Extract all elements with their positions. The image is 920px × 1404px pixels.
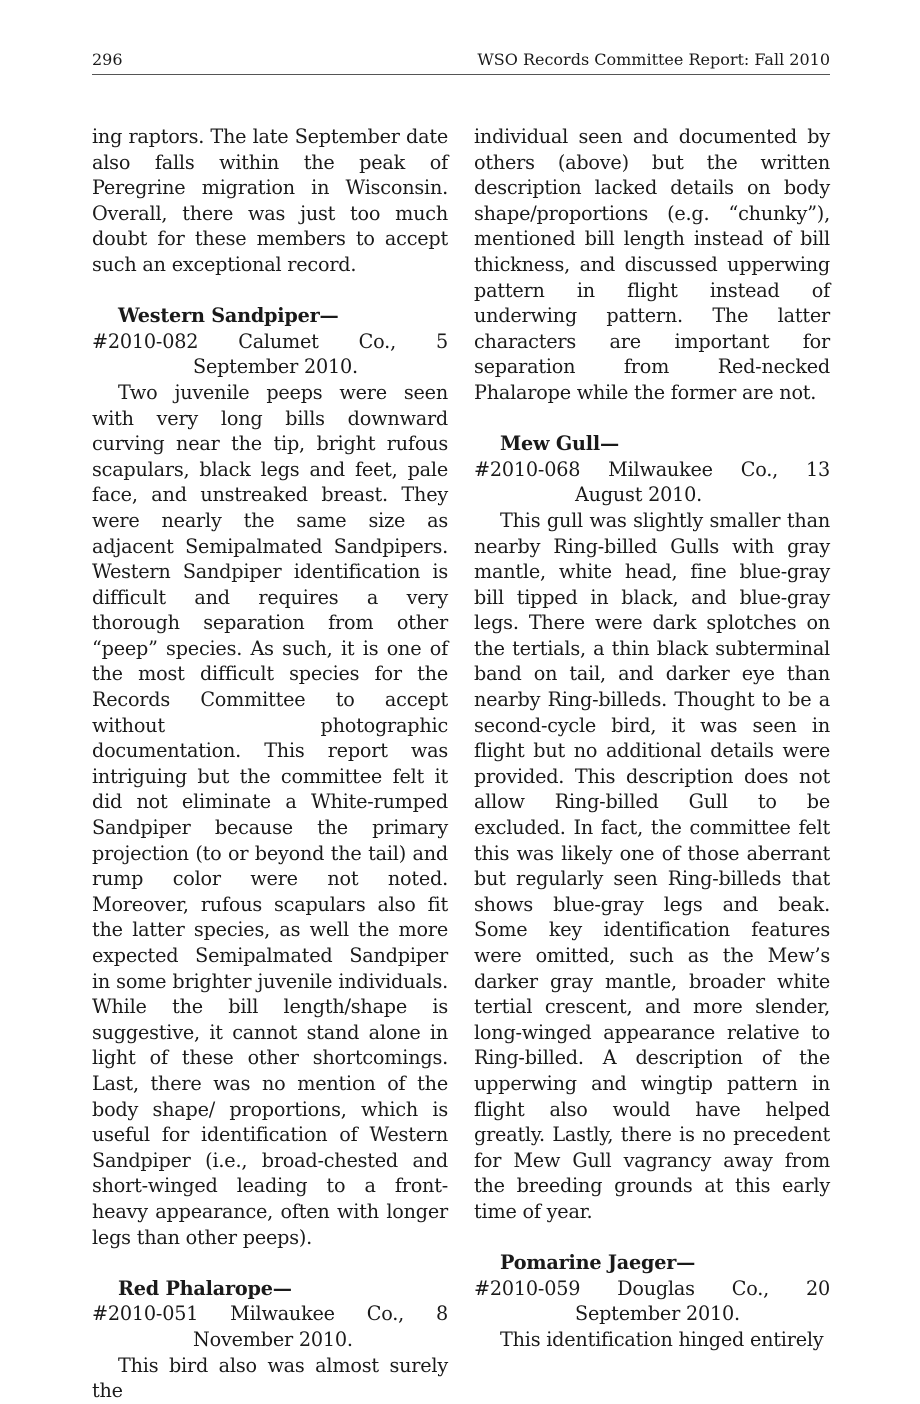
record-line-western-sandpiper: #2010-082 Calumet Co., 5 September 2010.: [92, 329, 448, 379]
account-red-phalarope-start: This bird also was almost surely the: [92, 1353, 448, 1403]
running-title: WSO Records Committee Report: Fall 2010: [477, 50, 830, 69]
species-heading-mew-gull: Mew Gull—: [500, 432, 619, 456]
species-heading-pomarine-jaeger: Pomarine Jaeger—: [500, 1251, 696, 1275]
account-pomarine-jaeger-start: This identification hinged entirely: [500, 1327, 824, 1351]
account-red-phalarope-continued: individual seen and documented by others (above) but the written description lacked details on body shape/proportions (e.g. “chunky”), mentioned bill length instead of bill thickness, and discussed upperwing pattern in flight instead of underwing pattern. The latter characters are important for separation from Red-necked Phalarope while the former are not.: [474, 125, 830, 404]
left-column: [92, 124, 448, 1404]
running-head: [92, 48, 830, 75]
record-line-red-phalarope: #2010-051 Milwaukee Co., 8 November 2010.: [92, 1302, 448, 1351]
account-mew-gull: This gull was slightly smaller than nearby Ring-billed Gulls with gray mantle, white head, fine blue-gray bill tipped in black, and blue-gray legs. There were dark splotches on the tertials, a thin black subterminal band on tail, and darker eye than nearby Ring-billeds. Thought to be a second-cycle bird, it was seen in flight but no additional details were provided. This description does not allow Ring-billed Gull to be excluded. In fact, the committee felt this was likely one of those aberrant but regularly seen Ring-billeds that shows blue-gray legs and beak. Some key identification features were omitted, such as the Mew’s darker gray mantle, broader white tertial crescent, and more slender, long-winged appearance relative to Ring-billed. A description of the upperwing and wingtip pattern in flight also would have helped greatly. Lastly, there is no precedent for Mew Gull vagrancy away from the breeding grounds at this early time of year.: [474, 508, 830, 1223]
intro-paragraph: ing raptors. The late September date also falls within the peak of Peregrine migration in Wisconsin. Overall, there was just too much doubt for these members to accept such an exceptional record.: [92, 125, 448, 276]
species-heading-western-sandpiper: Western Sandpiper—: [118, 304, 339, 328]
record-line-pomarine-jaeger: #2010-059 Douglas Co., 20 September 2010.: [474, 1276, 830, 1326]
page-number: 296: [92, 50, 123, 69]
record-line-mew-gull: #2010-068 Milwaukee Co., 13 August 2010.: [474, 457, 830, 507]
right-column: [474, 124, 830, 1353]
species-heading-red-phalarope: Red Phalarope—: [118, 1276, 292, 1300]
account-western-sandpiper: Two juvenile peeps were seen with very long bills downward curving near the tip, bright rufous scapulars, black legs and feet, pale face, and unstreaked breast. They were nearly the same size as adjacent Semipalmated Sandpipers. Western Sandpiper identification is difficult and requires a very thorough separation from other “peep” species. As such, it is one of the most difficult species for the Records Committee to accept without photographic documentation. This report was intriguing but the committee felt it did not eliminate a White-rumped Sandpiper because the primary projection (to or beyond the tail) and rump color were not noted. Moreover, rufous scapulars also fit the latter species, as well the more expected Semipalmated Sandpiper in some brighter juvenile individuals. While the bill length/shape is suggestive, it cannot stand alone in light of these other shortcomings. Last, there was no mention of the body shape/ proportions, which is useful for identification of Western Sandpiper (i.e., broad-chested and short-winged leading to a front-heavy appearance, often with longer legs than other peeps).: [92, 380, 448, 1249]
